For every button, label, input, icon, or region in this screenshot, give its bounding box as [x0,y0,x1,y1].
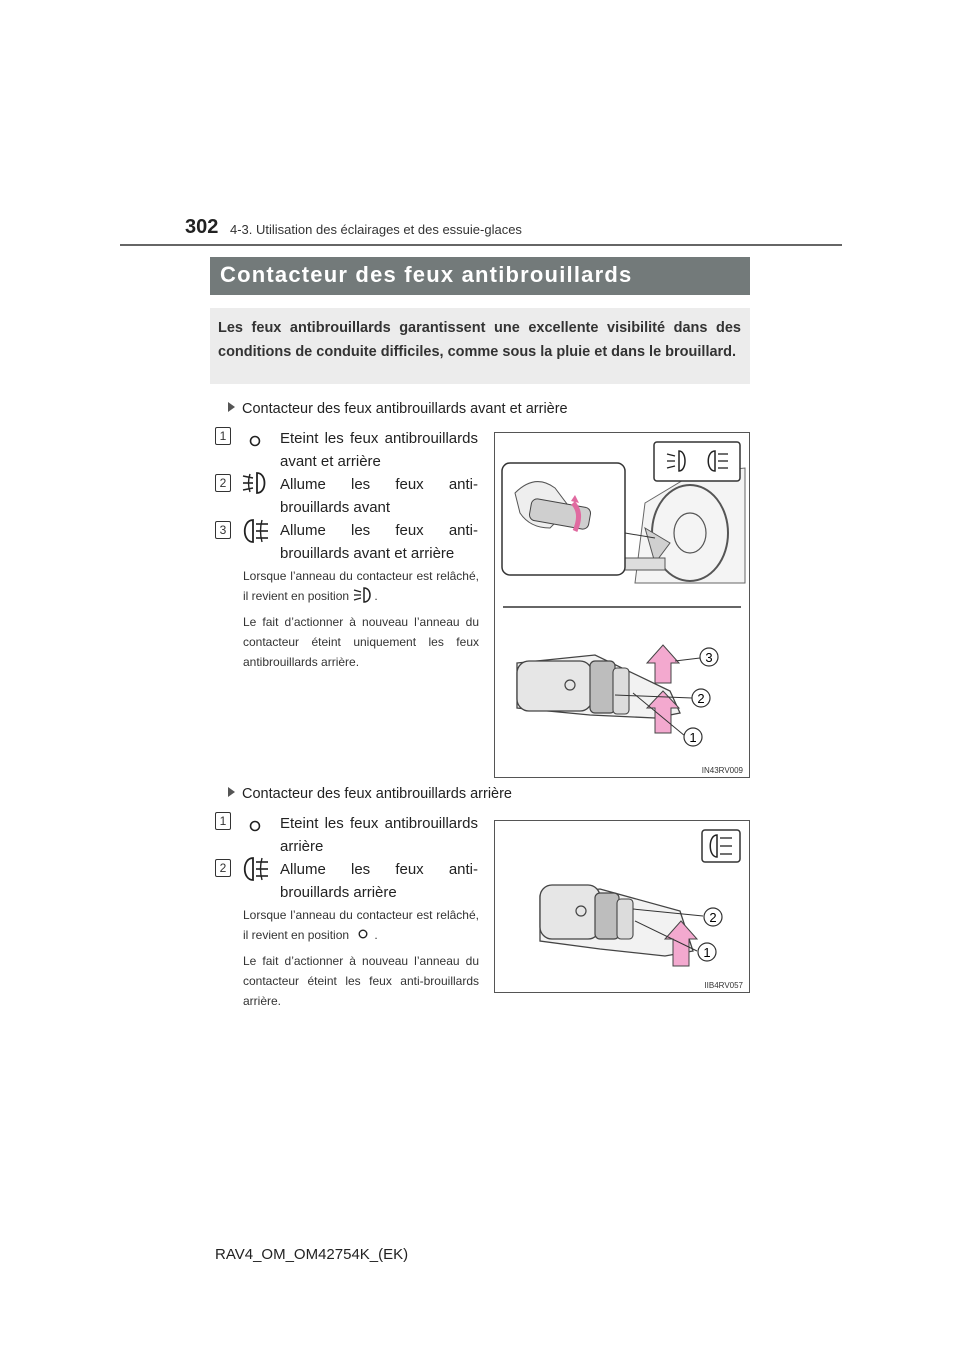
item-number: 1 [215,427,231,445]
item-number: 3 [215,521,231,539]
subheading-text: Contacteur des feux antibrouillards arrière [242,786,512,802]
figure-rear [494,820,750,993]
off-position-icon [244,430,266,452]
item-text: Allume les feux anti-brouillards arrière [280,861,478,901]
bullet-triangle-icon [228,402,235,412]
note-text-end: . [374,928,378,942]
page-number: 302 [185,216,219,238]
item-number: 2 [215,859,231,877]
rear-fog-light-icon [241,855,271,883]
callout-1: 1 [703,945,711,960]
note-text-end: . [374,589,378,603]
figure-front-rear [494,432,750,778]
note-text: Lorsque l’anneau du contacteur est relâché, il revient en position [243,908,479,942]
item-text: Eteint les feux antibrouillards avant et arrière [280,430,478,470]
item-number: 1 [215,812,231,830]
intro-text: Les feux antibrouillards garantissent une excellente visibilité dans des conditions de conduite difficiles, comme sous la pluie et dans le brouillard. [218,320,741,360]
front-fog-light-icon [352,586,374,604]
front-fog-light-icon [241,470,269,496]
section-title: Contacteur des feux antibrouillards [220,262,633,287]
figure-id: IN43RV009 [701,766,743,775]
footer-doc-code: RAV4_OM_OM42754K_(EK) [215,1246,409,1263]
callout-3: 3 [705,650,713,665]
off-position-icon [244,815,266,837]
callout-2: 2 [709,910,717,925]
note-return-position [243,905,479,945]
subheading-front-rear [228,401,568,417]
intro-box [210,308,750,384]
note-second-press: Le fait d’actionner à nouveau l’anneau du contacteur éteint les feux anti-brouillards arrière. [243,954,479,1008]
header-rule [120,244,842,246]
rear-fog-switch-illustration [495,821,749,992]
section-title-bar [210,257,750,295]
item-number: 2 [215,474,231,492]
note-text: Lorsque l’anneau du contacteur est relâché, il revient en position [243,569,479,603]
running-head: 4-3. Utilisation des éclairages et des essuie-glaces [230,222,522,237]
callout-2: 2 [697,691,705,706]
bullet-triangle-icon [228,787,235,797]
subheading-rear [228,786,512,802]
callout-1: 1 [689,730,697,745]
off-position-icon [352,926,374,942]
subheading-text: Contacteur des feux antibrouillards avant et arrière [242,401,568,417]
note-second-press: Le fait d’actionner à nouveau l’anneau du contacteur éteint uniquement les feux antibrouillards arrière. [243,615,479,669]
rear-fog-light-icon [241,517,271,545]
figure-id: IIB4RV057 [704,981,743,990]
fog-switch-illustration [495,433,749,777]
item-text: Eteint les feux antibrouillards arrière [280,815,478,855]
item-text: Allume les feux anti-brouillards avant [280,476,478,516]
item-text: Allume les feux anti-brouillards avant et arrière [280,522,478,562]
note-return-position [243,566,479,606]
